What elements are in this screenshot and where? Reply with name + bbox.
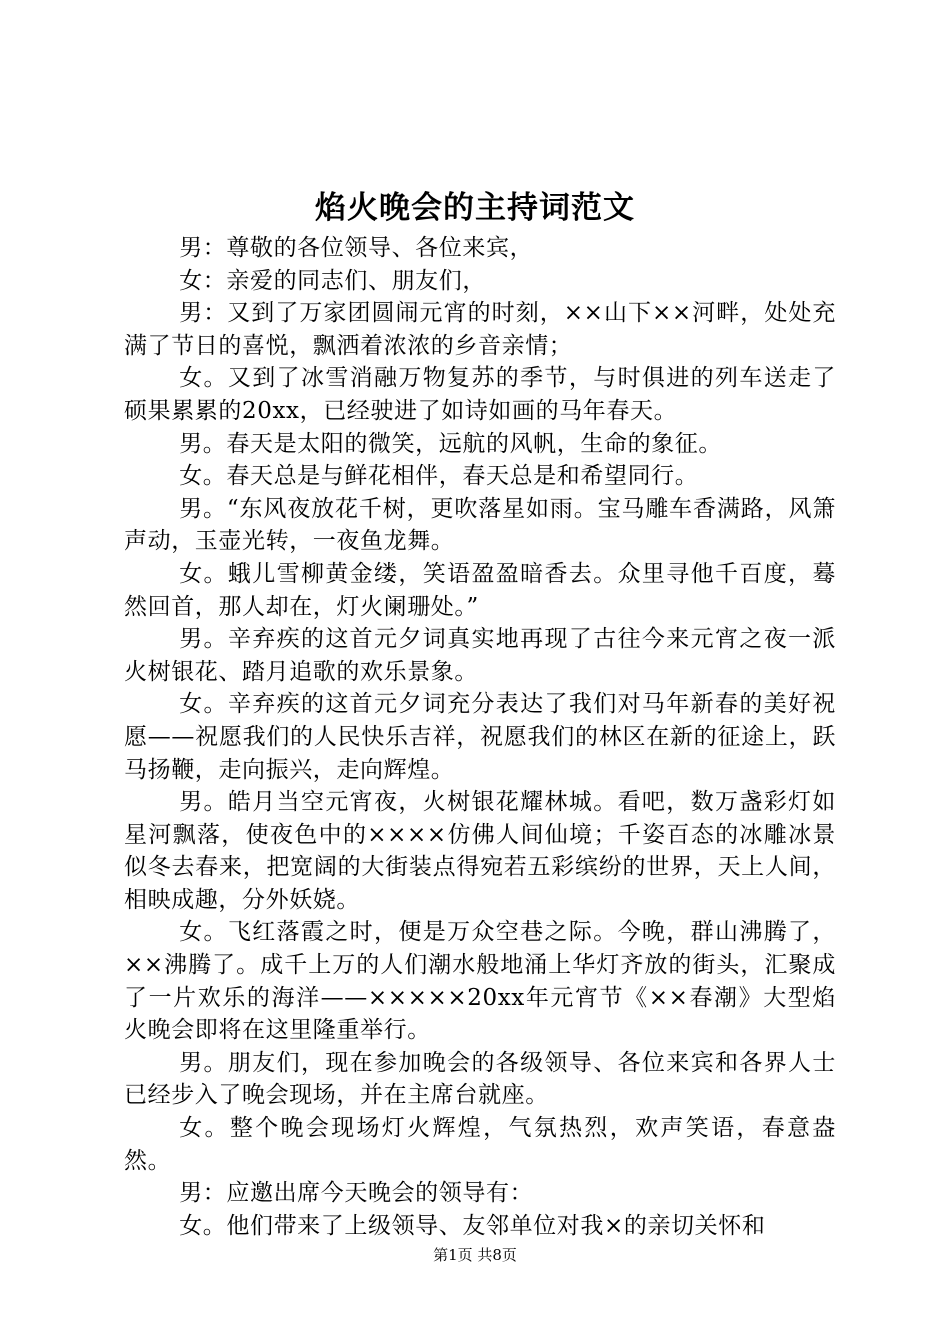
paragraph: 女。飞红落霞之时，便是万众空巷之际。今晚，群山沸腾了，××沸腾了。成千上万的人们潮水般地涌上华灯齐放的街头，汇聚成了一片欢乐的海洋——×××××20xx年元宵节《××春潮》大型焰火晚会即将在这里隆重举行。 <box>124 919 836 1044</box>
page-footer: 第1页 共8页 <box>433 1246 517 1264</box>
paragraph: 女。他们带来了上级领导、友邻单位对我×的亲切关怀和 <box>179 1212 766 1239</box>
document-title: 焰火晚会的主持词范文 <box>315 190 635 226</box>
paragraph: 女：亲爱的同志们、朋友们， <box>179 267 486 294</box>
paragraph: 男。辛弃疾的这首元夕词真实地再现了古往今来元宵之夜一派火树银花、踏月追歌的欢乐景象。 <box>124 626 836 685</box>
paragraph: 女。春天总是与鲜花相伴，春天总是和希望同行。 <box>179 463 699 490</box>
paragraph: 男。朋友们，现在参加晚会的各级领导、各位来宾和各界人士已经步入了晚会现场，并在主席台就座。 <box>124 1049 836 1109</box>
paragraph: 男：尊敬的各位领导、各位来宾， <box>179 235 534 261</box>
paragraph: 男。“东风夜放花千树，更吹落星如雨。宝马雕车香满路，风箫声动，玉壶光转，一夜鱼龙舞。 <box>124 495 836 555</box>
document-body <box>124 232 836 1242</box>
paragraph: 男。皓月当空元宵夜，火树银花耀林城。看吧，数万盏彩灯如星河飘落，使夜色中的××××仿佛人间仙境；千姿百态的冰雕冰景似冬去春来，把宽阔的大街装点得宛若五彩缤纷的世界，天上人间，相映成趣，分外妖娆。 <box>124 789 836 913</box>
paragraph: 女。蛾儿雪柳黄金缕，笑语盈盈暗香去。众里寻他千百度，蓦然回首，那人却在，灯火阑珊处。” <box>124 560 836 620</box>
paragraph: 男：应邀出席今天晚会的领导有： <box>179 1180 534 1207</box>
paragraph: 女。又到了冰雪消融万物复苏的季节，与时俱进的列车送走了硕果累累的20xx，已经驶进了如诗如画的马年春天。 <box>124 365 836 424</box>
paragraph: 男。春天是太阳的微笑，远航的风帆，生命的象征。 <box>179 430 722 457</box>
paragraph: 男：又到了万家团圆闹元宵的时刻，××山下××河畔，处处充满了节日的喜悦，飘洒着浓浓的乡音亲情； <box>124 300 836 359</box>
paragraph: 女。辛弃疾的这首元夕词充分表达了我们对马年新春的美好祝愿——祝愿我们的人民快乐吉祥，祝愿我们的林区在新的征途上，跃马扬鞭，走向振兴，走向辉煌。 <box>124 691 836 783</box>
paragraph: 女。整个晚会现场灯火辉煌，气氛热烈，欢声笑语，春意盎然。 <box>124 1115 836 1174</box>
